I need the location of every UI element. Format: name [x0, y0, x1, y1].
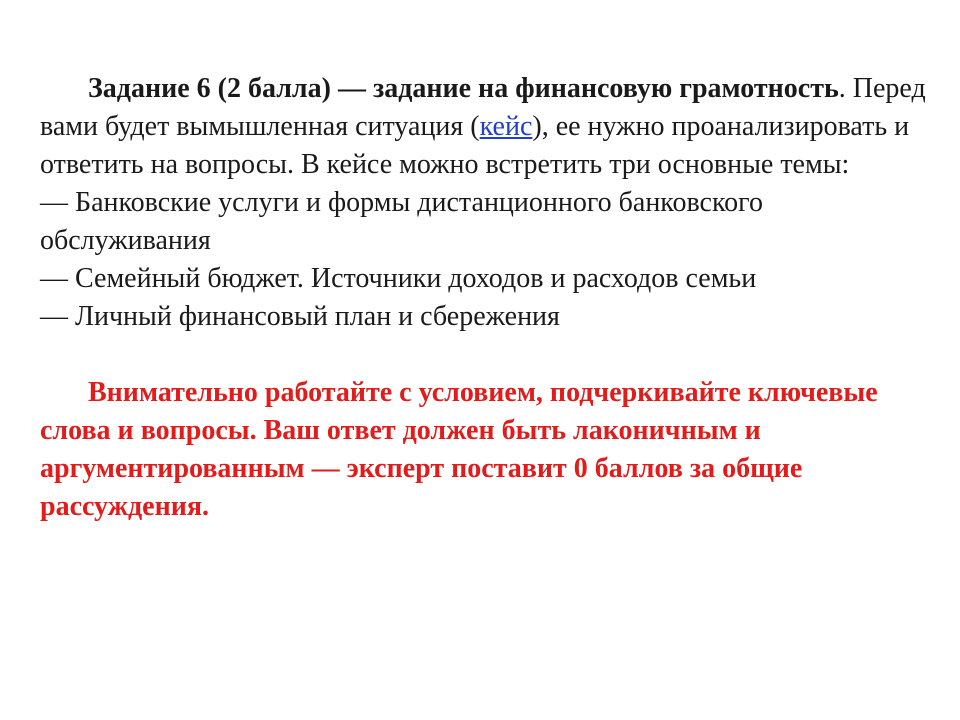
case-link[interactable]: кейс [479, 111, 533, 142]
topic-item-family-budget: — Семейный бюджет. Источники доходов и расходов семьи [40, 263, 757, 294]
topics-list [40, 184, 930, 336]
topic-item-banking: — Банковские услуги и формы дистанционного банковского обслуживания [40, 187, 763, 256]
intro-text: . Перед вами будет вымышленная ситуация ( [40, 73, 926, 142]
slide-content [40, 70, 930, 526]
intro-paragraph [40, 70, 930, 184]
intro-text-continued: ), ее нужно проанализировать и ответить на вопросы. В кейсе можно встретить три основные темы: [40, 111, 910, 180]
topic-item-savings: — Личный финансовый план и сбережения [40, 301, 560, 332]
task-title: Задание 6 (2 балла) — задание на финансовую грамотность [88, 73, 839, 104]
warning-paragraph: Внимательно работайте с условием, подчеркивайте ключевые слова и вопросы. Ваш ответ должен быть лаконичным и аргументированным — эксперт поставит 0 баллов за общие рассуждения. [40, 377, 878, 522]
